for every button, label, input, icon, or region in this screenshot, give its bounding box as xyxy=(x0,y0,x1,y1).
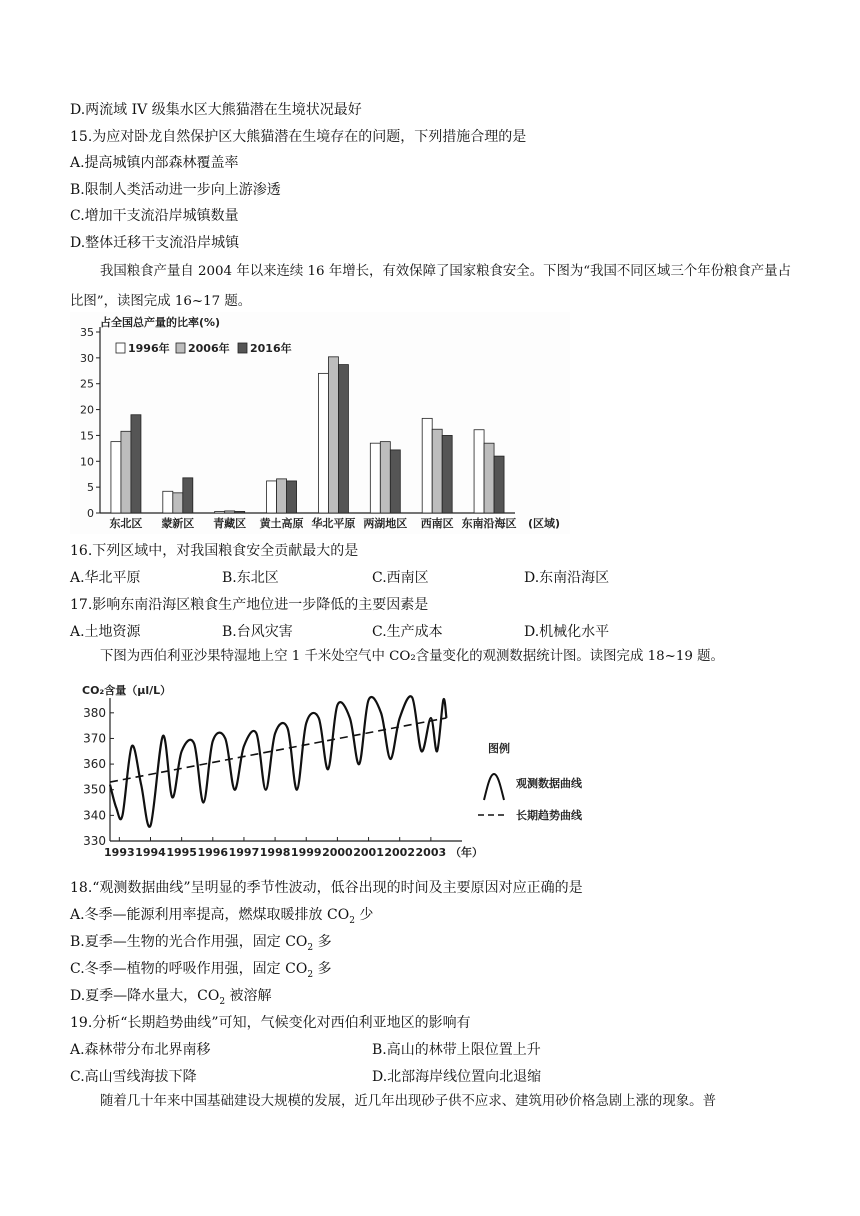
x-tick-label: 2003 xyxy=(415,846,447,859)
bar-1996年 xyxy=(163,491,173,513)
bar-2006年 xyxy=(121,431,131,513)
intro-next: 随着几十年来中国基础建设大规模的发展，近几年出现砂子供不应求、建筑用砂价格急剧上涨的现象。普 xyxy=(100,1094,716,1109)
bar-2006年 xyxy=(380,442,390,513)
bar-2016年 xyxy=(183,478,193,513)
bar-2016年 xyxy=(338,365,348,513)
x-tick-label: 2002 xyxy=(384,846,416,859)
legend-label-2006年: 2006年 xyxy=(188,342,230,355)
q17-option-d: D.机械化水平 xyxy=(524,624,610,640)
x-category-label: 东南沿海区 xyxy=(461,517,517,530)
q15-option-b: B.限制人类活动进一步向上游渗透 xyxy=(70,182,281,198)
legend-title: 图例 xyxy=(488,742,510,755)
bar-1996年 xyxy=(215,511,225,513)
q14-option-d: D.两流域 IV 级集水区大熊猫潜在生境状况最好 xyxy=(70,102,362,118)
q18-option-c: C.冬季—植物的呼吸作用强，固定 $CO_2$ 多 xyxy=(70,961,332,980)
legend-label-trend: 长期趋势曲线 xyxy=(516,809,582,822)
x-tick-label: 1994 xyxy=(135,846,166,859)
q18-stem: 18.“观测数据曲线”呈明显的季节性波动，低谷出现的时间及主要原因对应正确的是 xyxy=(70,880,583,896)
legend-swatch-observed xyxy=(484,774,504,800)
x-tick-label: 1996 xyxy=(197,846,229,859)
bar-2006年 xyxy=(277,479,287,513)
y-tick-label: 5 xyxy=(87,481,94,495)
q17-stem: 17.影响东南沿海区粮食生产地位进一步降低的主要因素是 xyxy=(70,597,429,613)
bar-1996年 xyxy=(422,418,432,513)
intro-18-19: 下图为西伯利亚沙果特湿地上空 1 千米处空气中 CO₂含量变化的观测数据统计图。读图完成 18~19 题。 xyxy=(100,649,724,664)
legend-swatch-2006年 xyxy=(176,343,185,353)
x-category-label: 黄土高原 xyxy=(259,517,304,530)
bar-1996年 xyxy=(474,430,484,513)
q16-option-d: D.东南沿海区 xyxy=(524,570,610,586)
bar-2016年 xyxy=(494,456,504,513)
q17-option-c: C.生产成本 xyxy=(372,624,443,640)
legend-swatch-2016年 xyxy=(238,343,247,353)
bar-2006年 xyxy=(173,493,183,513)
q18-option-a: A.冬季—能源利用率提高，燃煤取暖排放 $CO_2$ 少 xyxy=(70,907,374,926)
y-tick-label: 360 xyxy=(83,757,106,772)
x-category-label: 蒙新区 xyxy=(161,517,195,530)
legend-label-2016年: 2016年 xyxy=(250,342,292,355)
q16-stem: 16.下列区域中，对我国粮食安全贡献最大的是 xyxy=(70,543,359,559)
y-axis-title: CO₂含量（μl/L） xyxy=(82,684,172,697)
x-tick-label: 1999 xyxy=(290,846,322,859)
co2-line-chart xyxy=(80,680,620,870)
y-tick-label: 340 xyxy=(83,808,106,823)
y-axis-title: 占全国总产量的比率(%) xyxy=(100,316,221,329)
q18-option-d: D.夏季—降水量大，$CO_2$ 被溶解 xyxy=(70,988,272,1007)
q15-stem: 15.为应对卧龙自然保护区大熊猫潜在生境存在的问题，下列措施合理的是 xyxy=(70,129,527,145)
bar-2006年 xyxy=(484,443,494,513)
q17-option-a: A.土地资源 xyxy=(70,624,141,640)
x-category-label: 华北平原 xyxy=(311,517,356,530)
q16-option-b: B.东北区 xyxy=(222,570,279,586)
q18-option-b: B.夏季—生物的光合作用强，固定 $CO_2$ 多 xyxy=(70,934,332,953)
bar-1996年 xyxy=(111,442,121,513)
x-tick-label: 2001 xyxy=(353,846,384,859)
y-tick-label: 25 xyxy=(80,377,94,391)
q15-option-a: A.提高城镇内部森林覆盖率 xyxy=(70,155,239,171)
bar-2006年 xyxy=(432,429,442,513)
y-tick-label: 35 xyxy=(80,326,94,339)
x-tick-label: 2000 xyxy=(322,846,353,859)
y-tick-label: 15 xyxy=(80,429,94,443)
bar-2006年 xyxy=(328,357,338,513)
y-tick-label: 350 xyxy=(83,782,106,797)
bar-1996年 xyxy=(370,443,380,513)
y-tick-label: 30 xyxy=(80,351,94,365)
y-tick-label: 0 xyxy=(87,507,94,520)
q19-option-a: A.森林带分布北界南移 xyxy=(70,1042,211,1058)
y-tick-label: 330 xyxy=(83,834,106,848)
x-category-label: 东北区 xyxy=(109,517,143,530)
x-tick-label: 1995 xyxy=(166,846,197,859)
y-tick-label: 20 xyxy=(80,403,94,417)
x-tick-label: 1998 xyxy=(259,846,291,859)
x-category-label: 西南区 xyxy=(420,517,454,530)
q15-option-c: C.增加干支流沿岸城镇数量 xyxy=(70,208,239,224)
q15-option-d: D.整体迁移干支流沿岸城镇 xyxy=(70,235,240,251)
bar-2016年 xyxy=(235,511,245,513)
legend-swatch-1996年 xyxy=(116,343,125,353)
q16-option-c: C.西南区 xyxy=(372,570,429,586)
q19-option-b: B.高山的林带上限位置上升 xyxy=(372,1042,541,1058)
intro-16-17: 我国粮食产量自 2004 年以来连续 16 年增长，有效保障了国家粮食安全。下图为“我国不同区域三个年份粮食产量占比图”，读图完成 16~17 题。 xyxy=(70,264,791,309)
q17-option-b: B.台风灾害 xyxy=(222,624,293,640)
observed-data-curve xyxy=(110,696,446,827)
bar-2016年 xyxy=(287,481,297,513)
x-category-label: 青藏区 xyxy=(213,517,247,530)
y-tick-label: 10 xyxy=(80,455,94,469)
q19-option-c: C.高山雪线海拔下降 xyxy=(70,1069,197,1085)
bar-2016年 xyxy=(442,435,452,513)
q19-stem: 19.分析“长期趋势曲线”可知，气候变化对西伯利亚地区的影响有 xyxy=(70,1015,471,1031)
legend-label-1996年: 1996年 xyxy=(128,342,170,355)
x-tick-label: 1997 xyxy=(228,846,260,859)
y-tick-label: 380 xyxy=(83,705,106,720)
bar-2016年 xyxy=(390,450,400,513)
x-category-label: 两湖地区 xyxy=(363,517,408,530)
bar-1996年 xyxy=(318,373,328,513)
bar-2016年 xyxy=(131,415,141,513)
q19-option-d: D.北部海岸线位置向北退缩 xyxy=(372,1069,542,1085)
bar-1996年 xyxy=(267,481,277,513)
q16-option-a: A.华北平原 xyxy=(70,570,141,586)
x-axis-title: (区域) xyxy=(527,517,560,530)
y-tick-label: 370 xyxy=(83,731,106,746)
x-tick-label: 1993 xyxy=(104,846,135,859)
bar-2006年 xyxy=(225,511,235,513)
grain-share-bar-chart xyxy=(70,312,570,534)
legend-label-observed: 观测数据曲线 xyxy=(516,777,582,790)
x-axis-title: （年） xyxy=(450,846,483,859)
